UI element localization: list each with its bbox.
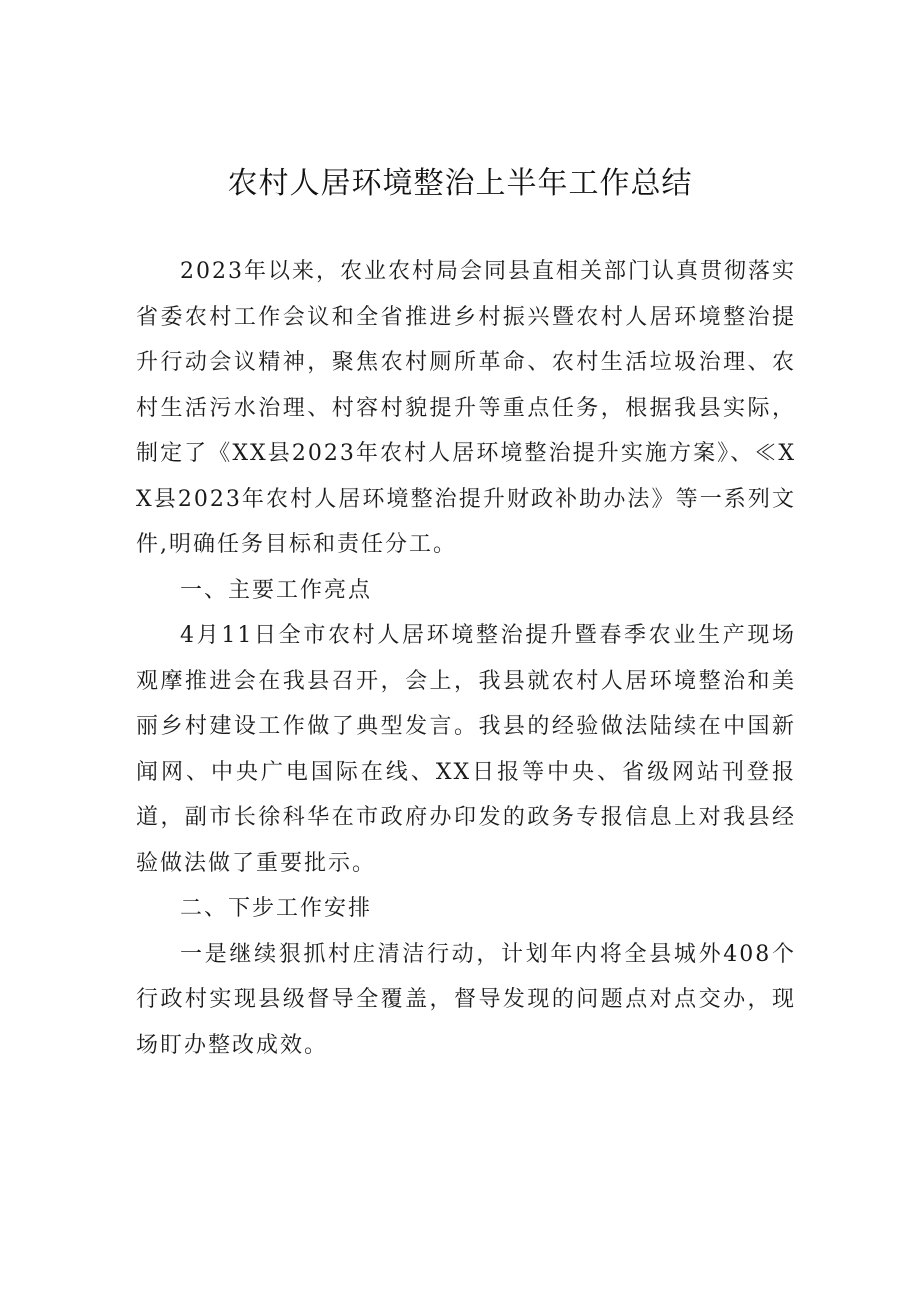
section-heading-next-steps: 二、下步工作安排 xyxy=(180,896,373,921)
document-body xyxy=(136,249,796,1068)
next-steps-paragraph: 一是继续狠抓村庄清洁行动，计划年内将全县城外408个行政村实现县级督导全覆盖，督导发现的问题点对点交办，现场盯办整改成效。 xyxy=(136,941,796,1058)
section-heading-highlights: 一、主要工作亮点 xyxy=(180,577,373,603)
intro-paragraph: 2023年以来，农业农村局会同县直相关部门认真贯彻落实省委农村工作会议和全省推进乡村振兴暨农村人居环境整治提升行动会议精神，聚焦农村厕所革命、农村生活垃圾治理、农村生活污水治理、村容村貌提升等重点任务，根据我县实际，制定了《XX县2023年农村人居环境整治提升实施方案》、≪XX县2023年农村人居环境整治提升财政补助办法》等一系列文件,明确任务目标和责任分工。 xyxy=(136,259,796,557)
highlights-paragraph: 4月11日全市农村人居环境整治提升暨春季农业生产现场观摩推进会在我县召开，会上，我县就农村人居环境整治和美丽乡村建设工作做了典型发言。我县的经验做法陆续在中国新闻网、中央广电国际在线、XX日报等中央、省级网站刊登报道，副市长徐科华在市政府办印发的政务专报信息上对我县经验做法做了重要批示。 xyxy=(136,623,796,876)
document-title: 农村人居环境整治上半年工作总结 xyxy=(227,166,693,201)
